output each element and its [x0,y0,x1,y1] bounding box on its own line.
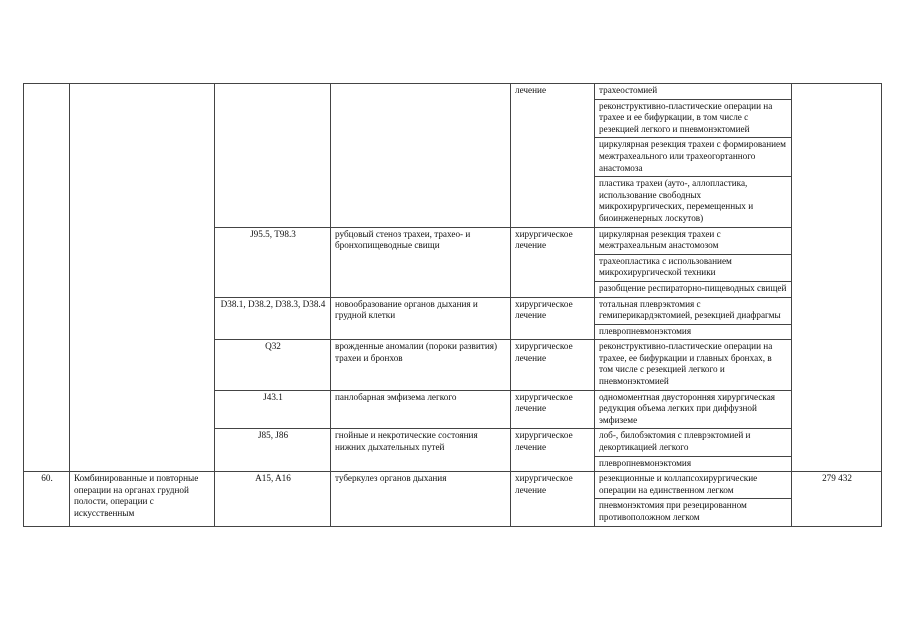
treatment-method-cell: реконструктивно-пластические операции на трахее и ее бифуркации, в том числе с резекцией легкого и пневмонэктомией [595,99,792,138]
treatment-type-cell: хирургическое лечение [511,227,595,297]
treatment-method-cell: циркулярная резекция трахеи с межтрахеальным анастомозом [595,227,792,254]
row-number-cell [24,84,70,472]
service-name-cell: Комбинированные и повторные операции на органах грудной полости, операции с искусственным [70,472,215,526]
icd-code-cell: Q32 [215,340,331,390]
treatment-method-cell: трахеостомией [595,84,792,100]
cost-cell: 279 432 [792,472,882,526]
icd-code-cell: J43.1 [215,390,331,429]
diagnosis-cell [331,84,511,228]
treatment-method-cell: одномоментная двусторонняя хирургическая редукция объема легких при диффузной эмфиземе [595,390,792,429]
treatment-method-cell: лоб-, билобэктомия с плеврэктомией и декортикацией легкого [595,429,792,456]
diagnosis-cell: туберкулез органов дыхания [331,472,511,526]
medical-services-table [23,83,882,527]
treatment-method-cell: трахеопластика с использованием микрохирургической техники [595,254,792,281]
treatment-method-cell: пневмонэктомия при резецированном противоположном легком [595,499,792,526]
diagnosis-cell: новообразование органов дыхания и грудной клетки [331,297,511,340]
treatment-type-cell: лечение [511,84,595,228]
treatment-type-cell: хирургическое лечение [511,472,595,526]
icd-code-cell [215,84,331,228]
treatment-type-cell: хирургическое лечение [511,429,595,472]
table-row [24,84,882,100]
treatment-type-cell: хирургическое лечение [511,297,595,340]
diagnosis-cell: панлобарная эмфизема легкого [331,390,511,429]
treatment-method-cell: циркулярная резекция трахеи с формированием межтрахеального или трахеогортанного анастомоза [595,138,792,177]
row-number-cell: 60. [24,472,70,526]
cost-cell [792,84,882,472]
diagnosis-cell: врожденные аномалии (пороки развития) трахеи и бронхов [331,340,511,390]
treatment-method-cell: разобщение респираторно-пищеводных свищей [595,281,792,297]
icd-code-cell: D38.1, D38.2, D38.3, D38.4 [215,297,331,340]
treatment-type-cell: хирургическое лечение [511,340,595,390]
treatment-method-cell: плевропневмонэктомия [595,324,792,340]
table-row [24,472,882,499]
treatment-method-cell: плевропневмонэктомия [595,456,792,472]
treatment-method-cell: реконструктивно-пластические операции на трахее, ее бифуркации и главных бронхах, в том числе с резекцией легкого и пневмонэктомией [595,340,792,390]
icd-code-cell: A15, A16 [215,472,331,526]
service-name-cell [70,84,215,472]
icd-code-cell: J95.5, T98.3 [215,227,331,297]
treatment-method-cell: пластика трахеи (ауто-, аллопластика, использование свободных микрохирургических, перемещенных и биоинженерных лоскутов) [595,177,792,227]
treatment-type-cell: хирургическое лечение [511,390,595,429]
icd-code-cell: J85, J86 [215,429,331,472]
treatment-method-cell: тотальная плеврэктомия с гемиперикардэктомией, резекцией диафрагмы [595,297,792,324]
diagnosis-cell: рубцовый стеноз трахеи, трахео- и бронхопищеводные свищи [331,227,511,297]
treatment-method-cell: резекционные и коллапсохирургические операции на единственном легком [595,472,792,499]
diagnosis-cell: гнойные и некротические состояния нижних дыхательных путей [331,429,511,472]
